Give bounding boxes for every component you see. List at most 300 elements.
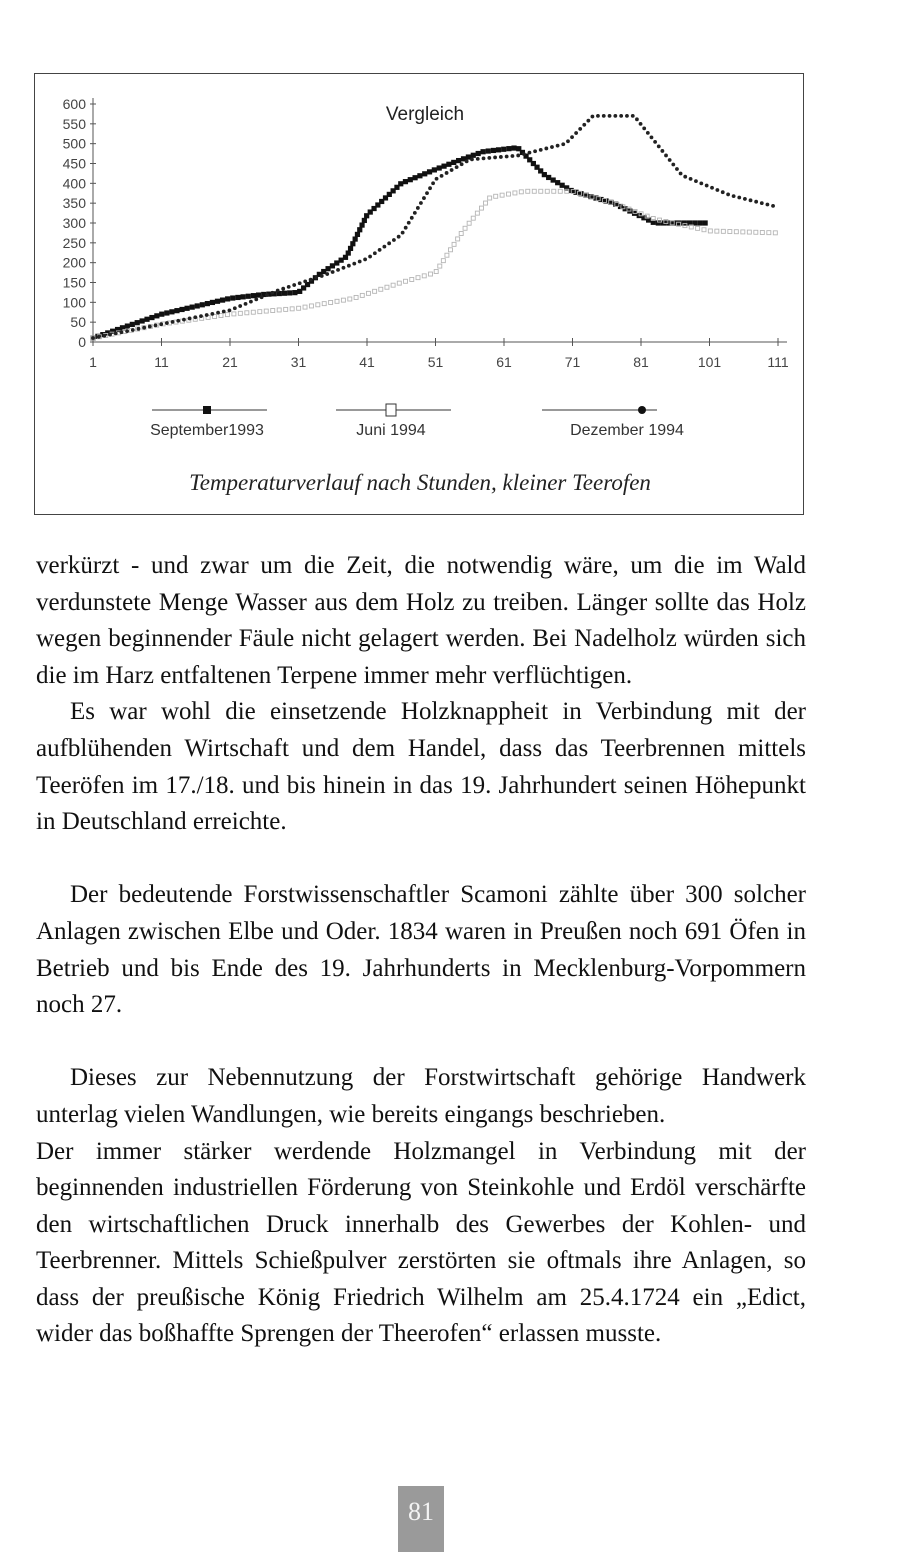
x-tick-label: 61 — [496, 354, 512, 370]
series-marker-dec1994 — [320, 274, 324, 278]
series-marker-dec1994 — [445, 171, 449, 175]
series-marker-dec1994 — [331, 270, 335, 274]
x-tick-label: 11 — [154, 354, 169, 370]
series-marker-sep1993 — [456, 158, 461, 163]
series-marker-jun1994 — [366, 291, 370, 295]
series-marker-jun1994 — [741, 230, 745, 234]
series-marker-dec1994 — [613, 114, 617, 118]
y-tick-label: 400 — [62, 175, 86, 192]
y-tick-label: 150 — [62, 274, 86, 291]
series-marker-jun1994 — [507, 192, 511, 196]
series-marker-jun1994 — [251, 310, 255, 314]
chart-title: Vergleich — [385, 104, 465, 125]
series-marker-sep1993 — [560, 183, 565, 188]
series-marker-dec1994 — [378, 248, 382, 252]
y-tick-label: 450 — [62, 155, 86, 172]
series-marker-jun1994 — [526, 189, 530, 193]
series-marker-sep1993 — [164, 310, 169, 315]
series-marker-sep1993 — [169, 309, 174, 314]
series-marker-jun1994 — [360, 293, 364, 297]
series-marker-dec1994 — [148, 325, 152, 329]
series-marker-dec1994 — [404, 226, 408, 230]
series-marker-jun1994 — [329, 300, 333, 304]
series-marker-jun1994 — [708, 229, 712, 233]
series-marker-sep1993 — [476, 151, 481, 156]
series-marker-jun1994 — [428, 272, 432, 276]
page-number: 81 — [398, 1486, 444, 1552]
series-marker-sep1993 — [546, 175, 551, 180]
series-marker-jun1994 — [232, 312, 236, 316]
series-marker-sep1993 — [362, 218, 367, 223]
series-marker-jun1994 — [532, 189, 536, 193]
series-marker-dec1994 — [668, 158, 672, 162]
y-tick-label: 100 — [62, 294, 86, 311]
series-marker-dec1994 — [465, 159, 469, 163]
series-marker-sep1993 — [656, 220, 661, 225]
series-marker-sep1993 — [511, 145, 516, 150]
series-marker-dec1994 — [653, 140, 657, 144]
series-marker-sep1993 — [427, 169, 432, 174]
paragraph-2: Es war wohl die einsetzende Holzknappheit in Verbindung mit der aufblühenden Wirtschaft und dem Handel, dass das Teerbrennen mittels Teeröfen im 17./18. und bis hinein in das 19. Jahrhundert seinen Höhepunkt in Deutschland erreichte. — [36, 698, 806, 836]
y-tick-label: 350 — [62, 195, 86, 212]
series-marker-dec1994 — [425, 191, 429, 195]
series-marker-jun1994 — [721, 229, 725, 233]
series-marker-sep1993 — [185, 306, 190, 311]
series-marker-sep1993 — [555, 180, 560, 185]
series-marker-jun1994 — [391, 283, 395, 287]
series-marker-jun1994 — [225, 313, 229, 317]
series-marker-dec1994 — [120, 330, 124, 334]
y-tick-label: 250 — [62, 234, 86, 251]
series-marker-sep1993 — [551, 177, 556, 182]
series-marker-dec1994 — [410, 216, 414, 220]
series-marker-dec1994 — [171, 320, 175, 324]
series-marker-dec1994 — [499, 155, 503, 159]
series-marker-dec1994 — [292, 283, 296, 287]
series-marker-dec1994 — [602, 114, 606, 118]
series-marker-jun1994 — [539, 189, 543, 193]
series-marker-dec1994 — [114, 332, 118, 336]
series-marker-dec1994 — [732, 194, 736, 198]
series-marker-jun1994 — [754, 230, 758, 234]
series-marker-dec1994 — [440, 174, 444, 178]
series-marker-sep1993 — [408, 177, 413, 182]
series-marker-dec1994 — [591, 115, 595, 119]
figure-caption: Temperaturverlauf nach Stunden, kleiner Teerofen — [189, 470, 651, 495]
series-marker-dec1994 — [460, 162, 464, 166]
series-marker-jun1994 — [552, 189, 556, 193]
series-marker-jun1994 — [238, 311, 242, 315]
series-marker-dec1994 — [260, 295, 264, 299]
series-marker-dec1994 — [660, 149, 664, 153]
series-marker-dec1994 — [154, 323, 158, 327]
series-marker-jun1994 — [463, 226, 467, 230]
series-marker-dec1994 — [539, 148, 543, 152]
series-marker-jun1994 — [558, 189, 562, 193]
series-marker-dec1994 — [244, 302, 248, 306]
series-marker-jun1994 — [734, 230, 738, 234]
series-marker-sep1993 — [135, 320, 140, 325]
series-marker-dec1994 — [450, 168, 454, 172]
series-marker-dec1994 — [699, 181, 703, 185]
series-marker-sep1993 — [235, 295, 240, 300]
series-marker-sep1993 — [480, 149, 485, 154]
series-marker-sep1993 — [287, 290, 292, 295]
series-marker-dec1994 — [216, 311, 220, 315]
series-marker-jun1994 — [303, 305, 307, 309]
series-marker-dec1994 — [298, 281, 302, 285]
x-tick-label: 51 — [427, 354, 444, 370]
series-marker-dec1994 — [382, 245, 386, 249]
series-marker-sep1993 — [240, 294, 245, 299]
series-marker-dec1994 — [91, 336, 95, 340]
x-tick-label: 111 — [767, 354, 789, 370]
series-marker-dec1994 — [556, 144, 560, 148]
legend-jun1994-marker — [386, 404, 396, 416]
series-marker-jun1994 — [373, 289, 377, 293]
legend-sep1993-marker — [203, 406, 211, 414]
series-marker-dec1994 — [476, 157, 480, 161]
series-marker-jun1994 — [404, 279, 408, 283]
series-marker-dec1994 — [482, 156, 486, 160]
series-marker-dec1994 — [705, 184, 709, 188]
series-marker-dec1994 — [754, 200, 758, 204]
series-marker-sep1993 — [154, 313, 159, 318]
series-marker-dec1994 — [281, 287, 285, 291]
y-tick-label: 50 — [70, 314, 86, 331]
series-marker-dec1994 — [766, 203, 770, 207]
temperature-chart — [35, 74, 803, 514]
series-marker-sep1993 — [149, 315, 154, 320]
series-marker-jun1994 — [258, 310, 262, 314]
series-marker-dec1994 — [679, 172, 683, 176]
series-marker-jun1994 — [445, 253, 449, 257]
series-marker-sep1993 — [195, 303, 200, 308]
series-marker-sep1993 — [359, 222, 364, 227]
series-marker-jun1994 — [309, 304, 313, 308]
series-marker-jun1994 — [456, 237, 460, 241]
series-marker-dec1994 — [596, 114, 600, 118]
series-marker-dec1994 — [254, 298, 258, 302]
x-tick-label: 31 — [290, 354, 307, 370]
series-marker-dec1994 — [309, 278, 313, 282]
series-marker-jun1994 — [494, 194, 498, 198]
series-marker-jun1994 — [271, 309, 275, 313]
series-marker-dec1994 — [715, 188, 719, 192]
series-marker-sep1993 — [225, 296, 230, 301]
series-marker-dec1994 — [422, 196, 426, 200]
series-marker-sep1993 — [130, 322, 135, 327]
series-marker-dec1994 — [578, 127, 582, 131]
series-marker-dec1994 — [646, 131, 650, 135]
series-marker-dec1994 — [608, 114, 612, 118]
series-marker-jun1994 — [488, 196, 492, 200]
series-marker-dec1994 — [387, 241, 391, 245]
legend-dec1994-marker — [638, 406, 646, 414]
series-marker-jun1994 — [441, 259, 445, 263]
series-marker-dec1994 — [142, 326, 146, 330]
series-marker-dec1994 — [368, 255, 372, 259]
y-tick-label: 0 — [78, 334, 86, 350]
series-marker-jun1994 — [219, 314, 223, 318]
series-marker-dec1994 — [352, 262, 356, 266]
series-marker-jun1994 — [284, 307, 288, 311]
series-marker-dec1994 — [401, 231, 405, 235]
series-marker-jun1994 — [316, 303, 320, 307]
y-tick-label: 500 — [62, 135, 86, 152]
series-marker-sep1993 — [251, 293, 256, 298]
series-marker-dec1994 — [516, 154, 520, 158]
series-marker-sep1993 — [350, 241, 355, 246]
series-marker-dec1994 — [276, 289, 280, 293]
series-marker-dec1994 — [193, 315, 197, 319]
series-marker-dec1994 — [325, 272, 329, 276]
series-marker-dec1994 — [650, 135, 654, 139]
series-marker-sep1993 — [697, 220, 702, 225]
series-marker-dec1994 — [176, 319, 180, 323]
paragraph-1: verkürzt - und zwar um die Zeit, die notwendig wäre, um die im Wald verdunstete Menge Wasser aus dem Holz zu treiben. Länger sollte das Holz wegen beginnender Fäule nicht gelagert werden. Bei Nadelholz würden sich die im Harz entfaltenen Terpene immer mehr verflüchtigen. — [36, 552, 806, 689]
series-marker-jun1994 — [452, 242, 456, 246]
series-marker-dec1994 — [683, 175, 687, 179]
series-marker-dec1994 — [743, 197, 747, 201]
series-marker-jun1994 — [322, 302, 326, 306]
series-marker-sep1993 — [115, 327, 120, 332]
series-marker-dec1994 — [249, 300, 253, 304]
legend-sep1993-label: September1993 — [150, 422, 264, 439]
y-tick-label: 200 — [62, 254, 86, 271]
series-marker-jun1994 — [341, 298, 345, 302]
series-marker-sep1993 — [471, 153, 476, 158]
x-tick-label: 21 — [222, 354, 238, 370]
x-tick-label: 71 — [564, 354, 581, 370]
series-marker-jun1994 — [760, 230, 764, 234]
series-marker-dec1994 — [726, 193, 730, 197]
legend-jun1994-label: Juni 1994 — [356, 422, 426, 439]
series-marker-jun1994 — [379, 287, 383, 291]
series-marker-jun1994 — [715, 229, 719, 233]
series-marker-dec1994 — [619, 114, 623, 118]
series-marker-dec1994 — [137, 327, 141, 331]
series-marker-dec1994 — [97, 335, 101, 339]
series-marker-sep1993 — [412, 175, 417, 180]
series-marker-dec1994 — [570, 135, 574, 139]
series-marker-jun1994 — [475, 211, 479, 215]
series-marker-jun1994 — [773, 231, 777, 235]
series-marker-dec1994 — [336, 268, 340, 272]
series-marker-dec1994 — [664, 154, 668, 158]
series-marker-sep1993 — [437, 165, 442, 170]
series-marker-dec1994 — [470, 157, 474, 161]
series-marker-dec1994 — [233, 306, 237, 310]
series-marker-jun1994 — [484, 201, 488, 205]
series-marker-dec1994 — [159, 322, 163, 326]
series-marker-dec1994 — [407, 221, 411, 225]
series-marker-jun1994 — [422, 274, 426, 278]
series-marker-dec1994 — [108, 333, 112, 337]
series-marker-dec1994 — [428, 186, 432, 190]
series-marker-sep1993 — [486, 148, 491, 153]
series-marker-dec1994 — [586, 119, 590, 123]
series-marker-dec1994 — [287, 285, 291, 289]
series-marker-dec1994 — [639, 122, 643, 126]
series-marker-dec1994 — [550, 145, 554, 149]
series-marker-jun1994 — [290, 307, 294, 311]
series-marker-dec1994 — [397, 235, 401, 239]
series-marker-dec1994 — [544, 147, 548, 151]
series-marker-dec1994 — [771, 204, 775, 208]
figure-frame — [34, 73, 804, 515]
series-marker-sep1993 — [353, 236, 358, 241]
series-marker-dec1994 — [431, 181, 435, 185]
series-marker-dec1994 — [314, 276, 318, 280]
series-marker-dec1994 — [270, 291, 274, 295]
series-marker-dec1994 — [210, 312, 214, 316]
series-marker-jun1994 — [519, 190, 523, 194]
series-marker-jun1994 — [297, 306, 301, 310]
y-tick-label: 600 — [62, 96, 86, 112]
series-marker-jun1994 — [434, 270, 438, 274]
series-marker-jun1994 — [416, 276, 420, 280]
series-marker-jun1994 — [545, 189, 549, 193]
series-marker-dec1994 — [125, 329, 129, 333]
series-marker-sep1993 — [205, 301, 210, 306]
series-marker-dec1994 — [228, 308, 232, 312]
series-marker-jun1994 — [410, 277, 414, 281]
series-marker-dec1994 — [631, 114, 635, 118]
series-marker-jun1994 — [438, 264, 442, 268]
series-marker-dec1994 — [493, 156, 497, 160]
series-marker-dec1994 — [303, 280, 307, 284]
series-marker-jun1994 — [264, 309, 268, 313]
series-marker-jun1994 — [459, 232, 463, 236]
series-marker-sep1993 — [230, 295, 235, 300]
series-marker-dec1994 — [710, 186, 714, 190]
series-marker-sep1993 — [246, 294, 251, 299]
series-marker-sep1993 — [357, 227, 362, 232]
series-marker-dec1994 — [347, 264, 351, 268]
series-marker-dec1994 — [205, 313, 209, 317]
series-marker-sep1993 — [417, 173, 422, 178]
series-marker-sep1993 — [703, 220, 708, 225]
series-marker-jun1994 — [747, 230, 751, 234]
series-marker-jun1994 — [696, 226, 700, 230]
series-marker-dec1994 — [528, 151, 532, 155]
series-marker-sep1993 — [174, 308, 179, 313]
series-marker-dec1994 — [671, 163, 675, 167]
series-marker-jun1994 — [471, 216, 475, 220]
series-marker-jun1994 — [354, 295, 358, 299]
series-marker-dec1994 — [760, 201, 764, 205]
series-marker-dec1994 — [392, 238, 396, 242]
series-marker-sep1993 — [346, 250, 351, 255]
series-marker-jun1994 — [335, 299, 339, 303]
series-marker-dec1994 — [566, 139, 570, 143]
series-marker-dec1994 — [505, 155, 509, 159]
series-marker-sep1993 — [140, 318, 145, 323]
series-marker-dec1994 — [238, 304, 242, 308]
series-marker-sep1993 — [422, 171, 427, 176]
series-marker-sep1993 — [491, 148, 496, 153]
series-marker-sep1993 — [190, 305, 195, 310]
series-marker-dec1994 — [582, 123, 586, 127]
series-marker-dec1994 — [416, 206, 420, 210]
series-marker-jun1994 — [245, 311, 249, 315]
series-marker-jun1994 — [397, 281, 401, 285]
series-marker-sep1993 — [355, 232, 360, 237]
series-marker-dec1994 — [749, 198, 753, 202]
series-marker-dec1994 — [689, 177, 693, 181]
x-tick-label: 41 — [359, 354, 375, 370]
y-tick-label: 300 — [62, 215, 86, 231]
series-marker-jun1994 — [767, 231, 771, 235]
series-marker-dec1994 — [188, 317, 192, 321]
paragraph-3: Der bedeutende Forstwissenschaftler Scamoni zählte über 300 solcher Anlagen zwischen Elbe und Oder. 1834 waren in Preußen noch 691 Öfen in Betrieb und bis Ende des 19. Jahrhunderts in Mecklenburg-Vorpommern noch 27. — [36, 881, 806, 1019]
series-marker-dec1994 — [373, 251, 377, 255]
series-marker-dec1994 — [419, 201, 423, 205]
series-marker-dec1994 — [625, 114, 629, 118]
series-marker-dec1994 — [694, 179, 698, 183]
series-marker-dec1994 — [737, 196, 741, 200]
paragraph-4: Dieses zur Nebennutzung der Forstwirtschaft gehörige Handwerk unterlag vielen Wandlungen, wie bereits eingangs beschrieben. — [36, 1064, 806, 1128]
series-marker-sep1993 — [215, 299, 220, 304]
series-marker-dec1994 — [413, 211, 417, 215]
series-marker-jun1994 — [702, 228, 706, 232]
series-marker-dec1994 — [533, 149, 537, 153]
series-marker-jun1994 — [728, 230, 732, 234]
series-marker-sep1993 — [144, 317, 149, 322]
series-marker-dec1994 — [435, 177, 439, 181]
series-marker-sep1993 — [179, 307, 184, 312]
y-tick-label: 550 — [62, 115, 86, 132]
series-marker-jun1994 — [500, 193, 504, 197]
series-marker-dec1994 — [675, 167, 679, 171]
series-marker-sep1993 — [441, 164, 446, 169]
series-marker-dec1994 — [522, 152, 526, 156]
legend-dec1994-label: Dezember 1994 — [570, 422, 684, 439]
x-tick-label: 101 — [697, 354, 722, 370]
series-marker-sep1993 — [348, 246, 353, 251]
series-marker-sep1993 — [403, 179, 408, 184]
series-marker-sep1993 — [501, 147, 506, 152]
series-marker-jun1994 — [385, 285, 389, 289]
series-marker-dec1994 — [222, 310, 226, 314]
series-marker-dec1994 — [635, 117, 639, 121]
series-marker-sep1993 — [432, 167, 437, 172]
series-marker-dec1994 — [265, 293, 269, 297]
series-marker-dec1994 — [342, 266, 346, 270]
series-marker-dec1994 — [182, 318, 186, 322]
series-marker-dec1994 — [561, 142, 565, 146]
series-marker-dec1994 — [363, 258, 367, 262]
series-marker-sep1993 — [200, 302, 205, 307]
x-tick-label: 1 — [89, 354, 97, 370]
series-marker-sep1993 — [220, 297, 225, 302]
series-marker-sep1993 — [159, 312, 164, 317]
series-marker-dec1994 — [511, 154, 515, 158]
series-marker-dec1994 — [165, 321, 169, 325]
series-marker-jun1994 — [448, 248, 452, 252]
series-marker-dec1994 — [574, 131, 578, 135]
series-marker-dec1994 — [131, 328, 135, 332]
series-marker-jun1994 — [467, 221, 471, 225]
series-marker-dec1994 — [199, 314, 203, 318]
series-marker-jun1994 — [479, 206, 483, 210]
series-marker-dec1994 — [721, 190, 725, 194]
paragraph-5: Der immer stärker werdende Holzmangel in Verbindung mit der beginnenden industriellen Förderung von Steinkohle und Erdöl verschärfte den wirtschaftlichen Druck innerhalb des Gewerbes der Kohlen- und Teerbrenner. Mittels Schießpulver zerstörten sie oftmals ihre Anlagen, so dass der preußische König Friedrich Wilhelm am 25.4.1724 ein „Edict, wider das boßhaffte Sprengen der Theerofen“ erlassen musste. — [36, 1137, 806, 1348]
series-marker-sep1993 — [282, 291, 287, 296]
series-marker-sep1993 — [496, 147, 501, 152]
series-marker-sep1993 — [506, 146, 511, 151]
